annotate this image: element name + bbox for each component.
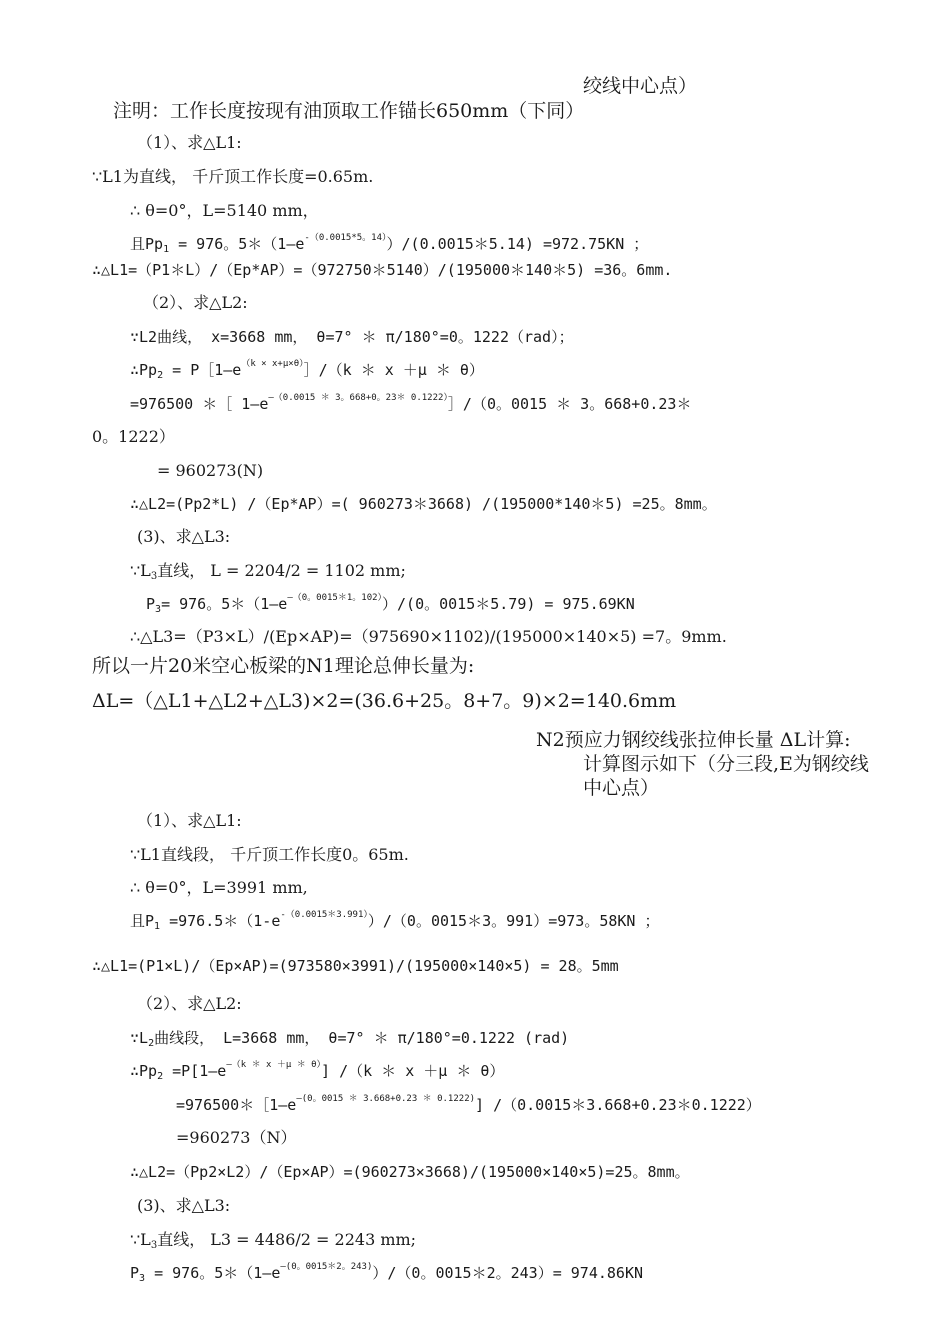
n2-subtitle-2: 中心点）	[583, 777, 660, 799]
n1-s1-title: （1）、求△L1:	[137, 133, 242, 152]
n1-s2-line3: =976500 ＊［ $1—e^{—(0.0015 * 3。668+0。23* 0.1222)}]/(0$。0015 ＊ 3。668+0.23＊	[130, 393, 692, 413]
n2-title: N2预应力钢绞线张拉伸长量 ΔL计算:	[536, 729, 851, 751]
n1-s3-title: (3)、求△L3:	[137, 527, 231, 546]
n1-s1-line1: ∵L1为直线， 千斤顶工作长度=0.65m.	[92, 167, 374, 186]
n2-s2-line3: $=976500*[1—e^{—(0。0015 * 3.668+0.23 * 0.1222)}$] /（0.0015＊3.668+0.23＊0.1222）	[176, 1094, 761, 1114]
n1-s2-line5: = 960273(N)	[157, 461, 264, 480]
n2-s1-line3: 且$P_1$ $=976.5*(1-e^{-(0.0015*3.991)})/(0$。0015＊3。991）=973。58KN ；	[130, 910, 660, 932]
n1-s3-line2: $P_3= 976$。$5*(1—e^{—(0。0015*1。102)})/(0$。0015＊5.79) = 975.69KN	[146, 593, 635, 615]
n2-s2-line4: =960273（N）	[176, 1128, 297, 1147]
n2-s2-line1: $\because L_2$曲线段， L=3668 mm， θ=7° ＊ π/180°=0.1222 (rad)	[130, 1029, 570, 1049]
n1-s3-line3: ∴△L3=（P3×L）/(Ep×AP)=（975690×1102)/(195000×140×5) =7。9mm.	[130, 627, 727, 646]
n2-s2-title: （2）、求△L2:	[137, 994, 242, 1013]
n2-s2-line2: $\therefore Pp_2$ $=P[1—e^{—(k * x +\mu * \theta)}]$ /（k ＊ x ＋μ ＊ θ）	[130, 1060, 505, 1082]
n2-s1-line1: ∵L1直线段， 千斤顶工作长度0。65m.	[130, 845, 409, 864]
n1-s2-title: （2）、求△L2:	[143, 293, 248, 312]
n2-s3-line1: $\because L_3$直线， L3 = 4486/2 = 2243 mm;	[130, 1230, 417, 1251]
n2-s2-line5: ∴△L2=（Pp2×L2）/（Ep×AP）=(960273×3668)/(195000×140×5)=25。8mm。	[130, 1163, 690, 1181]
n2-s1-title: （1）、求△L1:	[137, 811, 242, 830]
n1-s1-line3: 且$Pp_1 = 976$。$5*(1—e^{-(0.0015*5。14)})/(0.0015*5.14) =972.75KN$ ；	[130, 233, 649, 255]
n2-s3-title: (3)、求△L3:	[137, 1196, 231, 1215]
n2-subtitle-1: 计算图示如下（分三段,E为钢绞线	[583, 753, 869, 775]
top-fragment: 绞线中心点）	[583, 75, 698, 97]
n1-s1-line4: ∴△L1=（P1＊L）/（Ep*AP）=（972750＊5140）/(195000＊140＊5) =36。6mm.	[92, 261, 673, 279]
note-line: 注明：工作长度按现有油顶取工作锚长650mm（下同）	[113, 100, 585, 122]
n1-total-equation: ΔL=（△L1+△L2+△L3)×2=(36.6+25。8+7。9)×2=140.6mm	[92, 690, 677, 712]
n1-s2-line4: 0。1222）	[92, 427, 175, 446]
n2-s1-line4: ∴△L1=(P1×L)/（Ep×AP)=(973580×3991)/(195000×140×5) = 28。5mm	[92, 957, 619, 975]
n1-s3-line1: $\because L_3$直线， L = 2204/2 = 1102 mm;	[130, 561, 406, 582]
n2-s3-line2: $P_3 = 976$。$5*(1—e^{—(0。0015*2。243)})/(0$。0015＊2。243）= 974.86KN	[130, 1262, 644, 1284]
n1-s1-line2: ∴ θ=0°，L=5140 mm，	[130, 201, 319, 220]
n1-s2-line2: $\therefore Pp_2$ = $P[1—e^{(k \times x+\mu\times\theta)}]/(k$ ＊ x ＋μ ＊ θ）	[130, 359, 484, 381]
n1-total-title: 所以一片20米空心板梁的N1理论总伸长量为:	[92, 655, 475, 677]
n1-s2-line6: ∴△L2=(Pp2*L) /（Ep*AP）=( 960273＊3668) /(195000*140＊5) =25。8mm。	[130, 495, 717, 513]
n1-s2-line1: ∵L2曲线， x=3668 mm， θ=7° ＊ π/180°=0。1222（rad）；	[130, 328, 574, 346]
n2-s1-line2: ∴ θ=0°，L=3991 mm,	[130, 878, 308, 897]
